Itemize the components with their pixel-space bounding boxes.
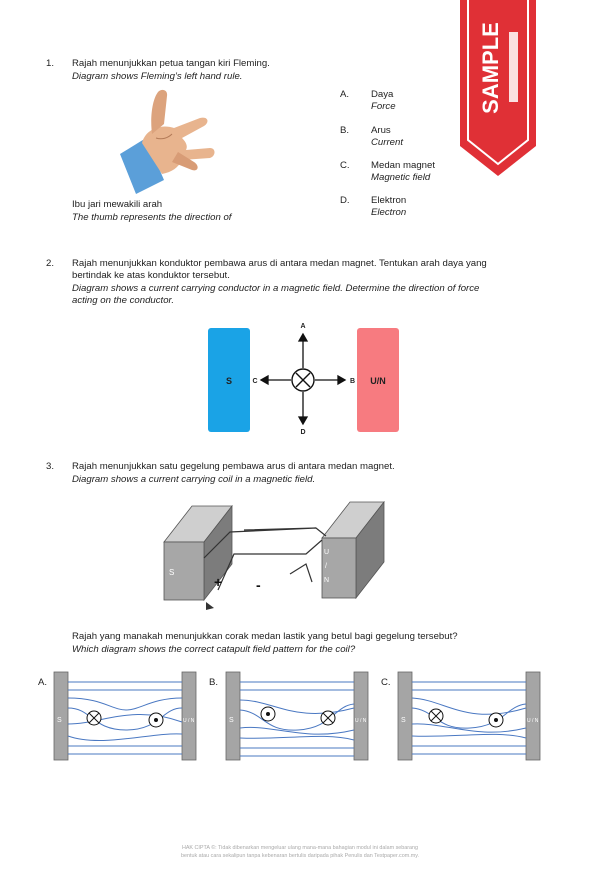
coil-minus-terminal: - [256, 577, 261, 593]
q2-text-en-1: Diagram shows a current carrying conductor in a magnetic field. Determine the direction of force [72, 283, 480, 294]
q3-text-en: Diagram shows a current carrying coil in a magnetic field. [72, 474, 316, 485]
q2-diagram [200, 316, 410, 443]
coil-left-pole: S [169, 568, 175, 577]
left-pole-label: S [225, 376, 233, 386]
q1-option-d-letter: D. [340, 195, 350, 206]
arrow-label-d: D [300, 429, 306, 436]
arrow-label-a: A [300, 323, 306, 330]
svg-text:U: U [324, 549, 330, 556]
copyright-line-1: HAK CIPTA ©: Tidak dibenarkan mengeluar ulang mana-mana bahagian modul ini dalam sebarang [181, 845, 419, 851]
q1-number: 1. [46, 58, 55, 69]
q1-option-b-letter: B. [340, 125, 350, 136]
q1-stem-en: The thumb represents the direction of [72, 212, 232, 223]
field-pattern-b [224, 668, 372, 769]
q2-text-ms-1: Rajah menunjukkan konduktor pembawa arus di antara medan magnet. Tentukan arah daya yang [72, 258, 487, 269]
sample-stamp [460, 0, 536, 176]
q1-option-d-ms: Elektron [371, 195, 407, 206]
q3-choice-a-letter: A. [38, 677, 48, 688]
q3-coil-diagram [156, 492, 388, 627]
q3-number: 3. [46, 461, 55, 472]
left-hand-illustration [112, 88, 222, 203]
arrow-label-c: C [252, 378, 258, 385]
q1-option-c-en: Magnetic field [371, 172, 431, 183]
right-pole-label: U/N [370, 376, 386, 386]
arrow-label-b: B [350, 378, 356, 385]
q1-text-en: Diagram shows Fleming’s left hand rule. [72, 71, 243, 82]
q3-text-ms: Rajah menunjukkan satu gegelung pembawa arus di antara medan magnet. [72, 461, 395, 472]
q2-text-en-2: acting on the conductor. [72, 295, 175, 306]
pattern-a-right-pole: U / N [183, 718, 195, 724]
sample-stamp-text: SAMPLE [478, 22, 503, 114]
q1-option-d-en: Electron [371, 207, 407, 218]
q3-choice-c-letter: C. [381, 677, 391, 688]
q2-number: 2. [46, 258, 55, 269]
q1-text-ms: Rajah menunjukkan petua tangan kiri Fleming. [72, 58, 270, 69]
pattern-b-right-pole: U / N [355, 718, 367, 724]
q2-text-ms-2: bertindak ke atas konduktor tersebut. [72, 270, 230, 281]
pattern-a-left-pole: S [57, 717, 62, 724]
q3-ask-en: Which diagram shows the correct catapult field pattern for the coil? [72, 644, 356, 655]
q1-option-c-letter: C. [340, 160, 350, 171]
q3-choice-b-letter: B. [209, 677, 219, 688]
svg-text:/: / [325, 563, 327, 570]
q1-option-a-en: Force [371, 101, 396, 112]
coil-plus-terminal: + [214, 574, 223, 590]
q1-option-b-en: Current [371, 137, 403, 148]
field-pattern-c [396, 668, 544, 769]
q1-stem-ms: Ibu jari mewakili arah [72, 199, 163, 210]
q1-option-b-ms: Arus [371, 125, 391, 136]
pattern-c-right-pole: U / N [527, 718, 539, 724]
field-pattern-a [52, 668, 200, 769]
pattern-b-left-pole: S [229, 717, 234, 724]
q1-option-a-letter: A. [340, 89, 350, 100]
svg-text:N: N [324, 577, 330, 584]
q3-ask-ms: Rajah yang manakah menunjukkan corak medan lastik yang betul bagi gegelung tersebut? [72, 631, 458, 642]
pattern-c-left-pole: S [401, 717, 406, 724]
q1-option-c-ms: Medan magnet [371, 160, 435, 171]
copyright-line-2: bentuk atau cara sekalipun tanpa kebenaran bertulis daripada pihak Penulis dan Testpaper.com.my. [180, 853, 420, 859]
q1-option-a-ms: Daya [371, 89, 394, 100]
